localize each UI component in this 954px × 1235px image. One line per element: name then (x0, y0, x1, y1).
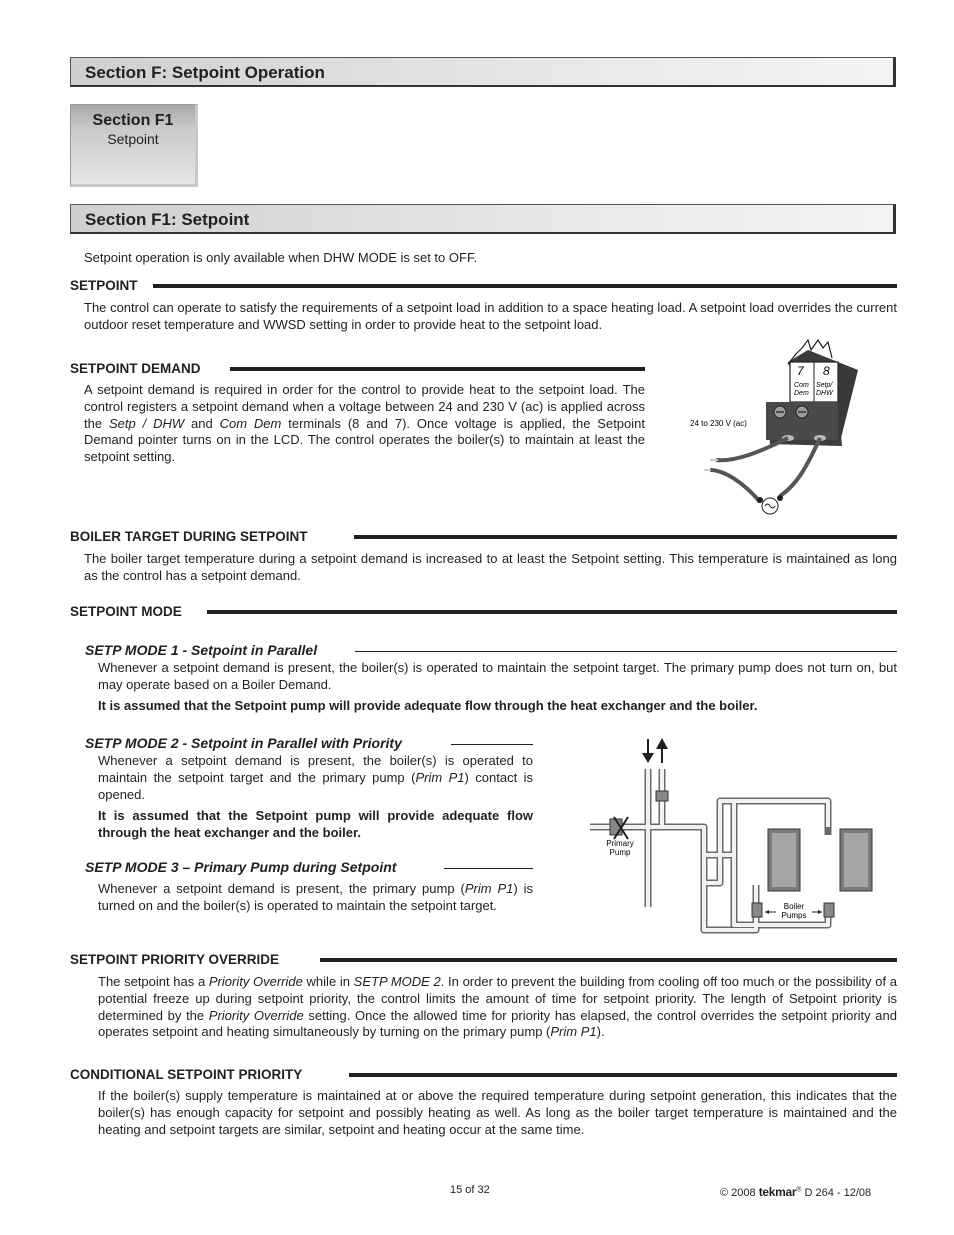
setpoint-demand-rule (230, 367, 645, 371)
boiler-pumps-label-b: Pumps (781, 911, 807, 920)
setpoint-text: The control can operate to satisfy the requirements of a setpoint load in addition to a space heating load. A setpoint load overrides the current outdoor reset temperature and WWSD setting in order to provide heat to the setpoint load. (84, 300, 897, 332)
section-f-title: Section F: Setpoint Operation (85, 63, 325, 82)
mode3-rule (444, 868, 533, 869)
terminal-8-label-b: DHW (816, 390, 833, 397)
section-f1-title: Section F1: Setpoint (85, 210, 250, 229)
footer-brand-line (720, 1185, 871, 1199)
priority-override-rule (320, 958, 897, 962)
terminal-8-label-a: Setp/ (816, 382, 833, 389)
terminal-8-number: 8 (823, 364, 830, 378)
piping-diagram (584, 735, 894, 940)
f1-box-title: Section F1 (92, 112, 174, 129)
terminal-7-label-a: Com (794, 382, 809, 389)
priority-override-text: The setpoint has a Priority Override while in SETP MODE 2. In order to prevent the building from cooling off too much or the possibility of a potential freeze up during setpoint priority, the control limits the amount of time for setpoint priority. The length of Setpoint priority is determined by the Priority Override setting. Once the allowed time for priority has elapsed, the control overrides the setpoint priority and operates setpoint and heating simultaneously by turning on the primary pump (Prim P1). (98, 974, 897, 1040)
terminal-7-label-b: Dem (794, 390, 809, 397)
section-f1-header (70, 204, 896, 234)
mode1-heading: SETP MODE 1 - Setpoint in Parallel (85, 642, 318, 658)
setpoint-rule (153, 284, 897, 288)
conditional-text: If the boiler(s) supply temperature is maintained at or above the required temperature during setpoint generation, this indicates that the boiler(s) has enough capacity for setpoint and possibly heating as well. As long as the boiler target temperature is maintained and the heating and setpoint targets are similar, setpoint and heating occur at the same time. (98, 1088, 897, 1137)
setpoint-mode-rule (207, 610, 897, 614)
mode3-text: Whenever a setpoint demand is present, the primary pump (Prim P1) is turned on and the boiler(s) is operated to maintain the setpoint target. (98, 881, 533, 913)
page-number: 15 of 32 (450, 1184, 490, 1196)
registered-mark: ® (796, 1186, 802, 1194)
mode2-rule (451, 744, 533, 745)
priority-override-heading: SETPOINT PRIORITY OVERRIDE (70, 952, 280, 967)
mode2-text: Whenever a setpoint demand is present, the boiler(s) is operated to maintain the setpoint target and the primary pump (Prim P1) contact is opened. (98, 753, 534, 802)
mode1-rule (355, 651, 897, 652)
mode2-heading: SETP MODE 2 - Setpoint in Parallel with Priority (85, 735, 402, 751)
intro-text: Setpoint operation is only available when DHW MODE is set to OFF. (84, 250, 478, 265)
mode3-heading: SETP MODE 3 – Primary Pump during Setpoint (85, 859, 397, 875)
brand-logo: tekmar (758, 1185, 797, 1199)
terminal-wiring-diagram (680, 334, 860, 520)
setpoint-demand-heading: SETPOINT DEMAND (70, 361, 201, 376)
conditional-rule (349, 1073, 897, 1077)
section-f-header (70, 57, 896, 87)
voltage-label: 24 to 230 V (ac) (690, 419, 747, 428)
section-f1-box (70, 104, 198, 187)
primary-pump-label-a: Primary (606, 839, 634, 848)
boiler-target-text: The boiler target temperature during a setpoint demand is increased to at least the Setpoint setting. This temperature is maintained as long as the control has a setpoint demand. (84, 551, 897, 583)
terminal-7-number: 7 (797, 364, 804, 378)
mode2-note: It is assumed that the Setpoint pump will provide adequate flow through the heat exchanger and the boiler. (98, 808, 533, 840)
mode1-text: Whenever a setpoint demand is present, the boiler(s) is operated to maintain the setpoint target. The primary pump does not turn on, but may operate based on a Boiler Demand. (98, 660, 897, 692)
primary-pump-label-b: Pump (609, 848, 631, 857)
setpoint-heading: SETPOINT (70, 278, 138, 293)
boiler-target-heading: BOILER TARGET DURING SETPOINT (70, 529, 308, 544)
boiler-pumps-label-a: Boiler (783, 902, 805, 911)
mode1-note: It is assumed that the Setpoint pump will provide adequate flow through the heat exchanger and the boiler. (98, 698, 758, 713)
document-number: D 264 - 12/08 (804, 1187, 872, 1199)
boiler-target-rule (354, 535, 897, 539)
copyright: © 2008 (720, 1187, 756, 1199)
setpoint-demand-text: A setpoint demand is required in order for the control to provide heat to the setpoint load. The control registers a setpoint demand when a voltage between 24 and 230 V (ac) is applied across the Setp / DHW and Com Dem terminals (8 and 7). Once voltage is applied, the Setpoint Demand pointer turns on in the LCD. The control operates the boiler(s) to maintain at least the setpoint setting. (84, 382, 646, 465)
setpoint-mode-heading: SETPOINT MODE (70, 604, 182, 619)
f1-box-subtitle: Setpoint (107, 131, 159, 147)
conditional-heading: CONDITIONAL SETPOINT PRIORITY (70, 1067, 303, 1082)
